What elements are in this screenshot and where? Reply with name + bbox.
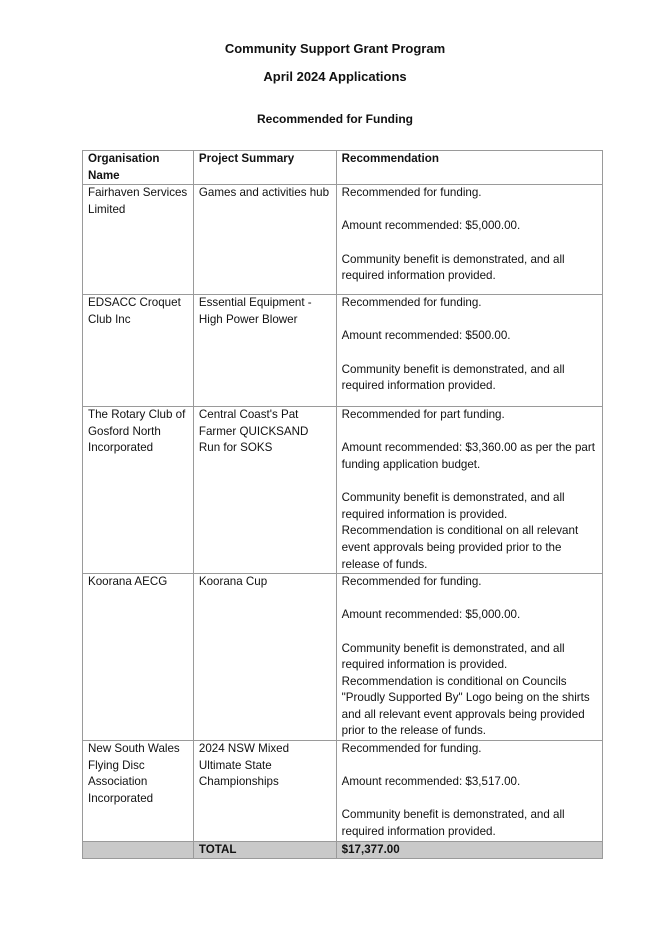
recommendation-note: Community benefit is demonstrated, and all required information provided. bbox=[341, 252, 565, 283]
recommendation-amount: Amount recommended: $500.00. bbox=[341, 329, 511, 343]
organisation-cell: New South Wales Flying Disc Association Incorporated bbox=[83, 741, 194, 842]
recommendation-note: Community benefit is demonstrated, and all required information provided. bbox=[341, 362, 565, 393]
table-row bbox=[83, 185, 603, 295]
recommendation-status: Recommended for funding. bbox=[341, 296, 482, 310]
recommendation-amount: Amount recommended: $3,360.00 as per the part funding application budget. bbox=[341, 441, 595, 471]
table-header-row bbox=[83, 151, 603, 185]
organisation-cell: The Rotary Club of Gosford North Incorporated bbox=[83, 407, 194, 574]
document-subtitle: April 2024 Applications bbox=[263, 69, 407, 84]
header-project: Project Summary bbox=[193, 151, 336, 185]
recommendation-amount: Amount recommended: $5,000.00. bbox=[341, 608, 521, 622]
recommendation-cell bbox=[336, 741, 602, 842]
funding-table bbox=[82, 150, 603, 859]
project-cell: 2024 NSW Mixed Ultimate State Championships bbox=[193, 741, 336, 842]
header-organisation: Organisation Name bbox=[83, 151, 194, 185]
table-row bbox=[83, 574, 603, 741]
total-value: $17,377.00 bbox=[336, 841, 602, 859]
document-title: Community Support Grant Program bbox=[224, 41, 446, 56]
recommendation-amount: Amount recommended: $3,517.00. bbox=[341, 775, 521, 789]
table-row bbox=[83, 295, 603, 407]
recommendation-note: Community benefit is demonstrated, and all required information is provided. Recommendation is conditional on all relevant event approvals being provided prior to the release of funds. bbox=[341, 491, 579, 571]
recommendation-cell bbox=[336, 185, 602, 295]
header-recommendation: Recommendation bbox=[336, 151, 602, 185]
recommendation-status: Recommended for funding. bbox=[341, 575, 482, 589]
recommendation-cell bbox=[336, 574, 602, 741]
recommendation-note: Community benefit is demonstrated, and all required information is provided. Recommendation is conditional on Councils "Proudly Supported By" Logo being on the shirts and all relevant event approvals being provided prior to the release of funds. bbox=[341, 641, 590, 738]
organisation-cell: Koorana AECG bbox=[83, 574, 194, 741]
project-cell: Games and activities hub bbox=[193, 185, 336, 295]
recommendation-status: Recommended for part funding. bbox=[341, 408, 505, 422]
table-row bbox=[83, 741, 603, 842]
recommendation-note: Community benefit is demonstrated, and all required information provided. bbox=[341, 808, 565, 839]
project-cell: Essential Equipment - High Power Blower bbox=[193, 295, 336, 407]
organisation-cell: EDSACC Croquet Club Inc bbox=[83, 295, 194, 407]
total-row bbox=[83, 841, 603, 859]
total-blank-cell bbox=[83, 841, 194, 859]
recommendation-status: Recommended for funding. bbox=[341, 742, 482, 756]
section-heading: Recommended for Funding bbox=[257, 112, 413, 126]
project-cell: Central Coast's Pat Farmer QUICKSAND Run for SOKS bbox=[193, 407, 336, 574]
total-label: TOTAL bbox=[193, 841, 336, 859]
organisation-cell: Fairhaven Services Limited bbox=[83, 185, 194, 295]
recommendation-status: Recommended for funding. bbox=[341, 186, 482, 200]
recommendation-cell bbox=[336, 407, 602, 574]
recommendation-cell bbox=[336, 295, 602, 407]
project-cell: Koorana Cup bbox=[193, 574, 336, 741]
table-row bbox=[83, 407, 603, 574]
recommendation-amount: Amount recommended: $5,000.00. bbox=[341, 219, 521, 233]
